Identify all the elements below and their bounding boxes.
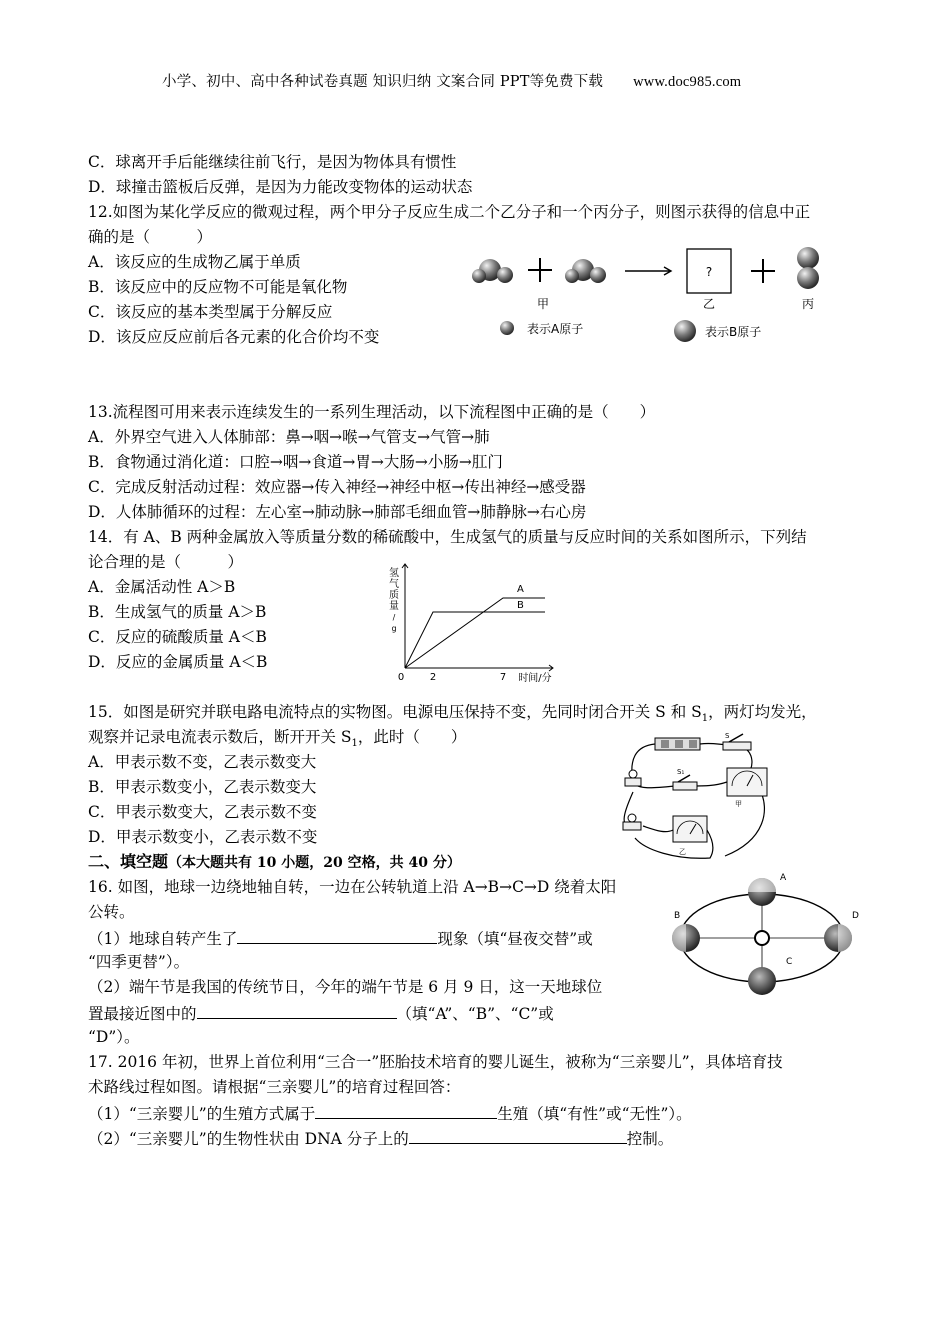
legend-a-atom [500,321,514,335]
q14-stem-line2: 论合理的是（ ） [88,553,244,571]
q16-part1-line1 [88,925,593,952]
q17-part1-prefix: （1）“三亲婴儿”的生殖方式属于 [88,1105,316,1123]
q14-option-c: C．反应的硫酸质量 A＜B [88,628,267,646]
q15-stem2-text: 观察并记录电流表示数后，断开开关 S [88,728,352,746]
legend-a-text: 表示A原子 [527,322,584,336]
q13-option-d: D．人体肺循环的过程：左心室→肺动脉→肺部毛细血管→肺静脉→右心房 [88,503,587,521]
q14-hydrogen-chart [385,560,565,688]
q16-part2-line3: “D”）。 [88,1028,140,1046]
plus-sign-1 [528,258,552,282]
switch-s-label: S [725,732,730,740]
q17-answer-blank-1[interactable] [315,1100,497,1119]
q14-option-b: B．生成氢气的质量 A＞B [88,603,267,621]
q17-part1 [88,1100,692,1127]
q11-option-c: C．球离开手后能继续往前飞行，是因为物体具有惯性 [88,153,457,171]
molecule-jia-1 [472,259,513,283]
q11-option-d: D．球撞击篮板后反弹，是因为力能改变物体的运动状态 [88,178,473,196]
y-label-char: g [391,624,397,633]
q16-part2-line2 [88,1000,554,1027]
reaction-arrow [625,267,671,275]
q12-molecule-figure [465,240,825,350]
section-2-title: 二、填空题 [88,852,169,871]
q12-option-d: D．该反应反应前后各元素的化合价均不变 [88,328,380,346]
x-tick-label: 0 [397,672,405,683]
q13-option-c: C．完成反射活动过程：效应器→传入神经→神经中枢→传出神经→感受器 [88,478,586,496]
series-label-b: B [517,600,524,611]
question-mark: ? [705,265,713,279]
q17-part1-suffix: 生殖（填“有性”或“无性”）。 [497,1105,692,1123]
earth-c [748,967,776,995]
y-axis-label [389,566,399,633]
orbit-label-a: A [780,873,787,883]
series-line-a [405,598,545,668]
q16-answer-blank-1[interactable] [237,925,437,944]
header-text: 小学、初中、高中各种试卷真题 知识归纳 文案合同 PPT等免费下载 [162,74,604,90]
q16-stem-line2: 公转。 [88,903,135,921]
plus-sign-2 [751,259,775,283]
q17-part2-suffix: 控制。 [626,1130,674,1148]
ammeter-yi [673,816,707,856]
q13-option-a: A．外界空气进入人体肺部：鼻→咽→喉→气管支→气管→肺 [88,428,490,446]
y-label-char: / [392,613,396,622]
q15-stem1-sub: 1 [701,713,709,725]
switch-s [723,732,751,750]
ammeter-jia-label: 甲 [735,800,742,808]
molecule-jia-2 [565,259,606,283]
label-bing: 丙 [801,297,815,311]
ammeter-yi-label: 乙 [679,848,686,856]
q16-answer-blank-2[interactable] [197,1000,397,1019]
q14-stem-line1: 14．有 A、B 两种金属放入等质量分数的稀硫酸中，生成氢气的质量与反应时间的关系如图所示，下列结 [88,528,807,546]
page-header [162,70,741,91]
q17-part2-prefix: （2）“三亲婴儿”的生物性状由 DNA 分子上的 [88,1130,409,1148]
q16-part1-line2: “四季更替”）。 [88,953,190,971]
series-line-b [405,612,545,668]
q16-stem-line1: 16. 如图，地球一边绕地轴自转，一边在公转轨道上沿 A→B→C→D 绕着太阳 [88,878,617,896]
q16-part2-line1: （2）端午节是我国的传统节日，今年的端午节是 6 月 9 日，这一天地球位 [88,978,603,996]
q13-option-b: B．食物通过消化道：口腔→咽→食道→胃→大肠→小肠→肛门 [88,453,503,471]
section-2-note: （本大题共有 10 小题，20 空格，共 40 分） [168,855,461,871]
q15-option-c: C．甲表示数变大，乙表示数不变 [88,803,317,821]
sun [755,931,769,945]
lamp-1 [625,770,641,786]
q15-option-a: A．甲表示数不变，乙表示数变大 [88,753,317,771]
y-label-char: 气 [389,579,399,590]
ammeter-jia [727,768,767,808]
q15-stem2-tail: ，此时（ ） [357,728,467,746]
q13-stem: 13.流程图可用来表示连续发生的一系列生理活动，以下流程图中正确的是（ ） [88,403,656,421]
q15-stem2-sub: 1 [351,738,358,750]
q16-part2-prefix: 置最接近图中的 [88,1005,197,1023]
earth-d [824,924,852,952]
q12-stem-line1: 12.如图为某化学反应的微观过程，两个甲分子反应生成二个乙分子和一个丙分子，则图示获得的信息中正 [88,203,811,221]
q16-part2-suffix: （填“A”、“B”、“C”或 [396,1005,554,1023]
x-tick-label: 2 [429,672,437,683]
orbit-label-b: B [674,911,681,921]
q15-option-b: B．甲表示数变小，乙表示数变大 [88,778,317,796]
y-label-char: 量 [389,601,399,612]
earth-a [748,878,776,906]
q12-stem-line2: 确的是（ ） [88,228,213,246]
q15-stem1-text: 15．如图是研究并联电路电流特点的实物图。电源电压保持不变，先同时闭合开关 S 和 S [88,703,702,721]
molecule-bing [797,247,819,289]
earth-b [672,924,700,952]
orbit-label-c: C [786,957,793,967]
q14-option-d: D．反应的金属质量 A＜B [88,653,268,671]
q12-option-a: A．该反应的生成物乙属于单质 [88,253,301,271]
legend-b-atom [674,320,696,342]
q17-answer-blank-2[interactable] [409,1125,627,1144]
q15-circuit-figure [615,730,780,860]
q12-option-c: C．该反应的基本类型属于分解反应 [88,303,333,321]
q14-option-a: A．金属活动性 A＞B [88,578,236,596]
y-label-char: 质 [389,590,399,601]
q15-stem1-tail: ，两灯均发光， [708,703,817,721]
switch-s1-label: S₁ [677,768,685,776]
q17-stem-line1: 17. 2016 年初，世界上首位利用“三合一”胚胎技术培育的婴儿诞生，被称为“三亲婴儿”，具体培育技 [88,1053,783,1071]
q17-stem-line2: 术路线过程如图。请根据“三亲婴儿”的培育过程回答： [88,1078,461,1096]
x-axis-label: 时间/分 [518,673,552,684]
q16-part1-suffix: 现象（填“昼夜交替”或 [437,930,593,948]
q16-part1-prefix: （1）地球自转产生了 [88,930,238,948]
section-2-header [88,850,461,876]
q15-option-d: D．甲表示数变小，乙表示数不变 [88,828,318,846]
orbit-label-d: D [852,911,859,921]
q17-part2 [88,1125,673,1152]
switch-s1 [673,768,697,790]
q12-option-b: B．该反应中的反应物不可能是氧化物 [88,278,348,296]
lamp-2 [623,814,641,830]
label-yi: 乙 [702,297,716,311]
series-label-a: A [517,584,524,595]
legend-b-text: 表示B原子 [705,325,762,339]
battery [655,738,700,750]
q16-earth-orbit-figure [662,868,862,1000]
x-tick-label: 7 [499,672,507,683]
header-url[interactable]: www.doc985.com [633,74,742,90]
label-jia: 甲 [536,297,550,311]
y-label-char: 氢 [389,568,399,579]
